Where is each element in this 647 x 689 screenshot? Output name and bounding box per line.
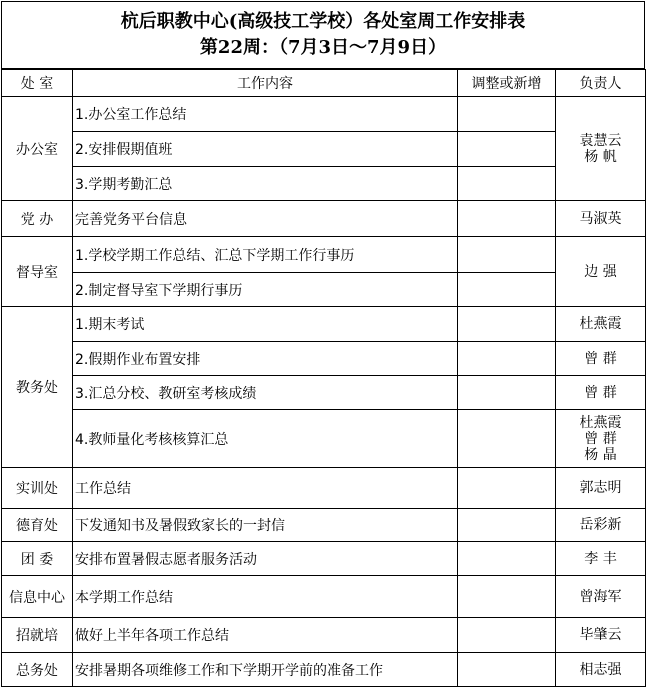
table-row bbox=[2, 410, 646, 468]
adjust-cell bbox=[458, 307, 556, 342]
task-cell: 做好上半年各项工作总结 bbox=[73, 618, 458, 653]
owner-general: 相志强 bbox=[556, 653, 646, 687]
header-task: 工作内容 bbox=[73, 70, 458, 97]
title-line-2: 第22周：（7月3日～7月9日） bbox=[199, 37, 447, 58]
dept-league: 团 委 bbox=[2, 542, 73, 576]
owner-cell: 曾 群 bbox=[556, 342, 646, 376]
adjust-cell bbox=[458, 410, 556, 468]
owner-name: 杨 晶 bbox=[584, 446, 617, 463]
adjust-cell bbox=[458, 468, 556, 509]
adjust-cell bbox=[458, 273, 556, 307]
dept-office: 办公室 bbox=[2, 97, 73, 201]
owner-party: 马淑英 bbox=[556, 201, 646, 237]
adjust-cell bbox=[458, 237, 556, 273]
schedule-table bbox=[1, 69, 646, 687]
adjust-cell bbox=[458, 97, 556, 132]
table-row bbox=[2, 97, 646, 132]
owner-league: 李 丰 bbox=[556, 542, 646, 576]
header-owner: 负责人 bbox=[556, 70, 646, 97]
task-cell: 完善党务平台信息 bbox=[73, 201, 458, 237]
table-row bbox=[2, 237, 646, 273]
dept-moral: 德育处 bbox=[2, 509, 73, 542]
dept-party: 党 办 bbox=[2, 201, 73, 237]
owner-supervision: 边 强 bbox=[556, 237, 646, 307]
table-row bbox=[2, 376, 646, 410]
task-cell: 3.汇总分校、教研室考核成绩 bbox=[73, 376, 458, 410]
table-row bbox=[2, 509, 646, 542]
task-cell: 2.假期作业布置安排 bbox=[73, 342, 458, 376]
adjust-cell bbox=[458, 542, 556, 576]
title-line-1: 杭后职教中心(高级技工学校）各处室周工作安排表 bbox=[120, 11, 526, 32]
task-cell: 安排暑期各项维修工作和下学期开学前的准备工作 bbox=[73, 653, 458, 687]
owner-name: 曾 群 bbox=[584, 430, 617, 447]
header-adjust: 调整或新增 bbox=[458, 70, 556, 97]
adjust-cell bbox=[458, 376, 556, 410]
owner-office bbox=[556, 97, 646, 201]
owner-cell bbox=[556, 410, 646, 468]
task-cell: 安排布置暑假志愿者服务活动 bbox=[73, 542, 458, 576]
table-row bbox=[2, 542, 646, 576]
adjust-cell bbox=[458, 509, 556, 542]
adjust-cell bbox=[458, 201, 556, 237]
adjust-cell bbox=[458, 618, 556, 653]
table-row bbox=[2, 307, 646, 342]
adjust-cell bbox=[458, 576, 556, 618]
table-row bbox=[2, 201, 646, 237]
dept-training: 实训处 bbox=[2, 468, 73, 509]
table-row bbox=[2, 167, 646, 201]
owner-name: 杜燕霞 bbox=[579, 414, 622, 431]
adjust-cell bbox=[458, 342, 556, 376]
task-cell: 4.教师量化考核核算汇总 bbox=[73, 410, 458, 468]
owner-moral: 岳彩新 bbox=[556, 509, 646, 542]
task-cell: 1.期末考试 bbox=[73, 307, 458, 342]
owner-admission: 毕肇云 bbox=[556, 618, 646, 653]
task-cell: 2.安排假期值班 bbox=[73, 132, 458, 167]
dept-info: 信息中心 bbox=[2, 576, 73, 618]
task-cell: 本学期工作总结 bbox=[73, 576, 458, 618]
owner-info: 曾海军 bbox=[556, 576, 646, 618]
dept-general: 总务处 bbox=[2, 653, 73, 687]
dept-supervision: 督导室 bbox=[2, 237, 73, 307]
table-row bbox=[2, 468, 646, 509]
header-dept: 处 室 bbox=[2, 70, 73, 97]
sheet-title bbox=[1, 1, 645, 69]
adjust-cell bbox=[458, 653, 556, 687]
adjust-cell bbox=[458, 132, 556, 167]
owner-name: 杨 帆 bbox=[584, 148, 617, 165]
header-row bbox=[2, 70, 646, 97]
owner-cell: 曾 群 bbox=[556, 376, 646, 410]
owner-name: 袁慧云 bbox=[579, 132, 622, 149]
task-cell: 下发通知书及暑假致家长的一封信 bbox=[73, 509, 458, 542]
table-row bbox=[2, 653, 646, 687]
task-cell: 1.学校学期工作总结、汇总下学期工作行事历 bbox=[73, 237, 458, 273]
task-cell: 1.办公室工作总结 bbox=[73, 97, 458, 132]
owner-training: 郭志明 bbox=[556, 468, 646, 509]
task-cell: 工作总结 bbox=[73, 468, 458, 509]
dept-academic: 教务处 bbox=[2, 307, 73, 468]
dept-admission: 招就培 bbox=[2, 618, 73, 653]
table-row bbox=[2, 618, 646, 653]
table-row bbox=[2, 273, 646, 307]
adjust-cell bbox=[458, 167, 556, 201]
table-row bbox=[2, 342, 646, 376]
task-cell: 2.制定督导室下学期行事历 bbox=[73, 273, 458, 307]
table-row bbox=[2, 576, 646, 618]
owner-cell: 杜燕霞 bbox=[556, 307, 646, 342]
task-cell: 3.学期考勤汇总 bbox=[73, 167, 458, 201]
table-row bbox=[2, 132, 646, 167]
